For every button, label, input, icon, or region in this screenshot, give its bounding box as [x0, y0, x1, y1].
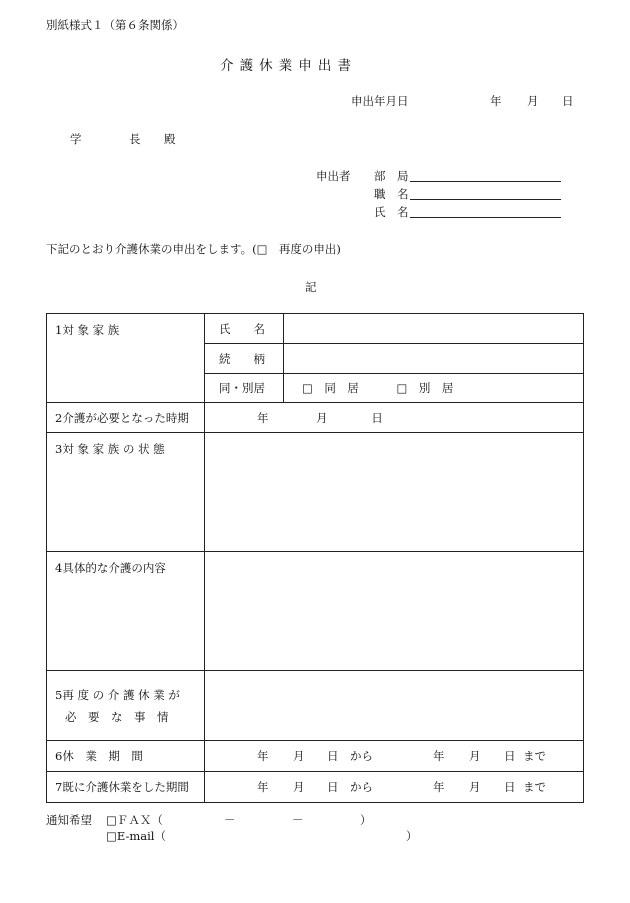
ki-heading: 記: [305, 280, 317, 294]
care-start-month-unit: 月: [316, 410, 328, 425]
applicant-name-line[interactable]: [410, 217, 561, 218]
family-label: 1対 象 家 族: [55, 323, 120, 337]
fax-dash-1: －: [224, 813, 236, 827]
leave-start-day-unit: 日: [327, 749, 339, 763]
applicant-dept-label: 部 局: [374, 169, 409, 183]
fax-close-paren: ）: [360, 813, 372, 827]
prior-leave-label: 7既に介護休業をした期間: [55, 780, 189, 794]
prior-start-year-unit: 年: [257, 780, 269, 794]
applicant-position-line[interactable]: [410, 199, 561, 200]
leave-period-dates[interactable]: [205, 741, 584, 772]
condition-label: 3対 象 家 族 の 状 態: [55, 442, 165, 456]
care-content-label-cell: [47, 552, 205, 671]
family-relation-input[interactable]: [284, 344, 584, 374]
notification-fax-option[interactable]: □ＦＡＸ（: [106, 813, 163, 827]
prior-end-day-unit: 日: [504, 780, 516, 794]
cohabitation-label-cell: [205, 374, 284, 403]
date-day-unit: 日: [562, 94, 574, 108]
care-start-day-unit: 日: [371, 410, 383, 425]
family-name-label: 氏 名: [219, 321, 265, 336]
applicant-position-label: 職 名: [374, 187, 409, 201]
repeat-reason-label-line2: 必 要 な 事 情: [65, 709, 169, 724]
leave-end-day-unit: 日: [504, 749, 516, 763]
prior-end-to: まで: [523, 780, 546, 794]
family-relation-label-cell: [205, 344, 284, 374]
fax-dash-2: －: [292, 813, 304, 827]
leave-start-month-unit: 月: [293, 749, 305, 763]
prior-start-from: から: [350, 780, 373, 794]
repeat-reason-input[interactable]: [205, 671, 584, 741]
care-start-date-cell[interactable]: [205, 403, 584, 433]
care-content-label: 4具体的な介護の内容: [55, 561, 166, 575]
email-close-paren: ）: [406, 829, 418, 843]
leave-start-year-unit: 年: [257, 749, 269, 763]
repeat-reason-label-cell: [47, 671, 205, 741]
prior-start-month-unit: 月: [293, 780, 305, 794]
applicant-name-label: 氏 名: [374, 205, 409, 219]
family-name-label-cell: [205, 314, 284, 344]
care-content-input[interactable]: [205, 552, 584, 671]
leave-start-from: から: [350, 749, 373, 763]
addressee-part2: 長: [129, 132, 141, 146]
condition-input[interactable]: [205, 433, 584, 552]
prior-end-month-unit: 月: [469, 780, 481, 794]
option-living-separately[interactable]: □ 別 居: [396, 381, 454, 395]
prior-leave-dates[interactable]: [205, 772, 584, 803]
form-reference: 別紙様式１（第６条関係）: [46, 18, 184, 32]
date-month-unit: 月: [527, 94, 539, 108]
condition-label-cell: [47, 433, 205, 552]
leave-period-label: 6休 業 期 間: [55, 749, 143, 763]
cohabitation-label: 同・別居: [219, 381, 265, 395]
application-table: [46, 313, 584, 803]
notification-label: 通知希望: [46, 813, 92, 827]
addressee-part1: 学: [70, 132, 82, 146]
notification-email-option[interactable]: □E-mail（: [106, 829, 166, 843]
addressee-honorific: 殿: [164, 132, 176, 146]
date-year-unit: 年: [490, 94, 502, 108]
applicant-label: 申出者: [316, 169, 351, 183]
option-living-together[interactable]: □ 同 居: [302, 381, 359, 395]
cohabitation-options: [284, 374, 584, 403]
family-name-input[interactable]: [284, 314, 584, 344]
prior-leave-label-cell: [47, 772, 205, 803]
prior-start-day-unit: 日: [327, 780, 339, 794]
prior-end-year-unit: 年: [433, 780, 445, 794]
statement-text: 下記のとおり介護休業の申出をします。(□ 再度の申出): [46, 242, 341, 256]
family-label-cell: [47, 314, 205, 403]
care-start-label-cell: [47, 403, 205, 433]
page-title: 介護休業申出書: [220, 58, 358, 74]
leave-end-to: まで: [523, 749, 546, 763]
leave-period-label-cell: [47, 741, 205, 772]
family-relation-label: 続 柄: [219, 351, 265, 366]
care-start-label: 2介護が必要となった時期: [55, 410, 189, 425]
date-label: 申出年月日: [351, 94, 409, 108]
care-start-year-unit: 年: [257, 410, 269, 425]
leave-end-year-unit: 年: [433, 749, 445, 763]
leave-end-month-unit: 月: [469, 749, 481, 763]
applicant-dept-line[interactable]: [410, 181, 561, 182]
repeat-reason-label-line1: 5再 度 の 介 護 休 業 が: [55, 687, 180, 702]
